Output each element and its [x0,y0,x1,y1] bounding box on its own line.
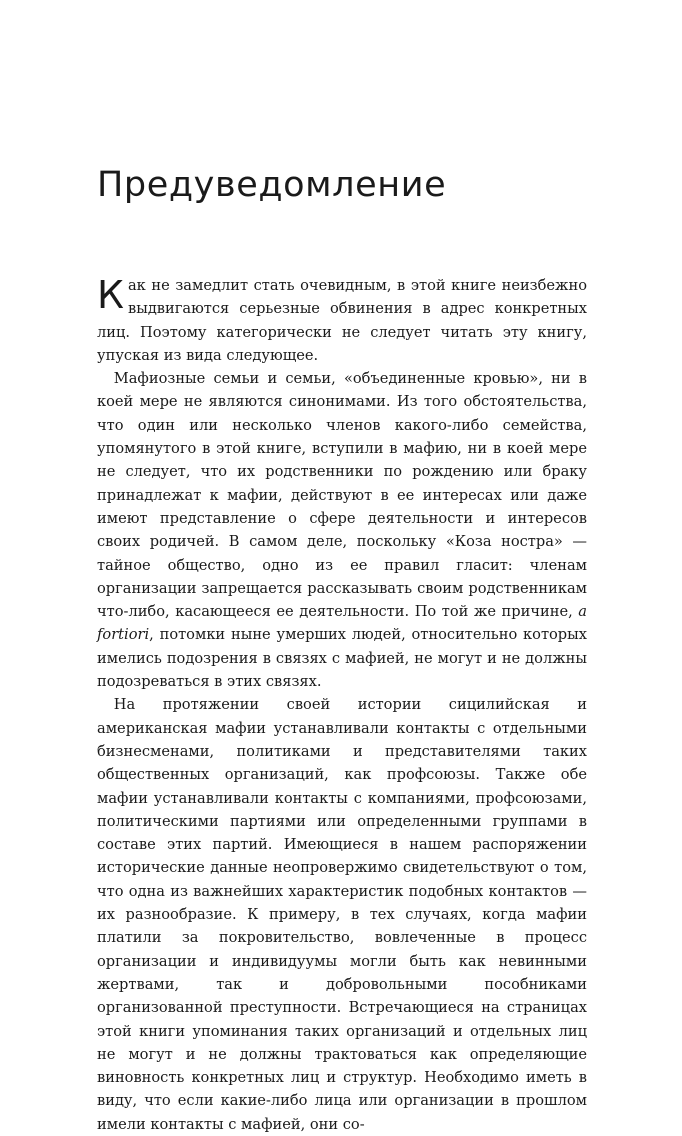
paragraph-1-text: ак не замедлит стать очевидным, в этой книге неизбежно выдвигаются серьезные обвинения в адрес конкретных лиц. Поэтому категорически не следует читать эту книгу, упуская из вида следующее. [97,277,587,364]
paragraph-2-text-after: , потомки ныне умерших людей, относительно которых имелись подозрения в связях с мафией, не могут и не должны подозреваться в этих связях. [97,626,587,691]
body-text [97,274,587,1136]
paragraph-3-text: На протяжении своей истории сицилийская и американская мафии устанавливали контакты с отдельными бизнесменами, политиками и представителями таких общественных организаций, как профсоюзы. Также обе мафии устанавливали контакты с компаниями, профсоюзами, политическими партиями или определенными группами в составе этих партий. Имеющиеся в нашем распоряжении исторические данные неопровержимо свидетельствуют о том, что одна из важнейших характеристик подобных контактов — их разнообразие. К примеру, в тех случаях, когда мафии платили за покровительство, вовлеченные в процесс организации и индивидуумы могли быть как невинными жертвами, так и добровольными пособниками организованной преступности. Встречающиеся на страницах этой книги упоминания таких организаций и отдельных лиц не могут и не должны трактоваться как определяющие виновность конкретных лиц и структур. Необходимо иметь в виду, что если какие-либо лица или организации в прошлом имели контакты с мафией, они со- [97,696,587,1133]
paragraph-3 [97,693,587,1136]
paragraph-1 [97,274,587,367]
paragraph-2 [97,367,587,693]
paragraph-2-text: Мафиозные семьи и семьи, «объединенные кровью», ни в коей мере не являются синонимами. Из того обстоятельства, что один или несколько членов какого-либо семейства, упомянутого в этой книге, вступили в мафию, ни в коей мере не следует, что их родственники по рождению или браку принадлежат к мафии, действуют в ее интересах или даже имеют представление о сфере деятельности и интересов своих родичей. В самом деле, поскольку «Коза ностра» — тайное общество, одно из ее правил гласит: членам организации запрещается рассказывать своим родственникам что-либо, касающееся ее деятельности. По той же причине, [97,370,587,621]
drop-cap: К [97,273,124,317]
chapter-title: Предуведомление [97,165,447,205]
paragraph-2-italic: a fortiori [97,603,587,644]
